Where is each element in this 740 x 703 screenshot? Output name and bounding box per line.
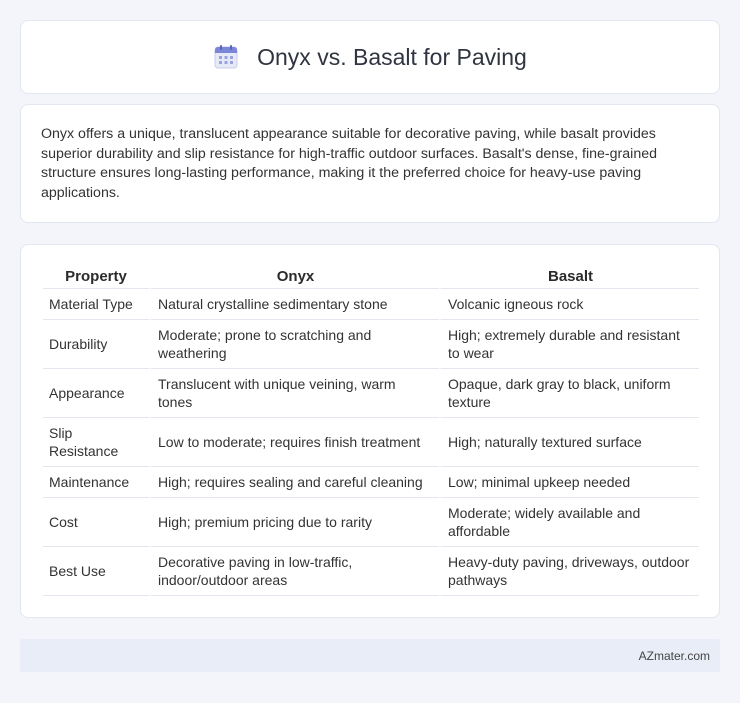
header-basalt: Basalt xyxy=(439,267,699,289)
property-cell: Durability xyxy=(43,320,149,369)
table-row xyxy=(43,289,699,320)
table-row xyxy=(43,369,699,418)
basalt-cell: Low; minimal upkeep needed xyxy=(439,467,699,498)
table-row xyxy=(43,547,699,596)
comparison-table-card xyxy=(20,244,720,618)
onyx-cell: High; premium pricing due to rarity xyxy=(149,498,439,547)
title-wrap xyxy=(213,44,527,71)
title-card xyxy=(20,20,720,94)
comparison-table xyxy=(43,267,699,596)
table-row xyxy=(43,498,699,547)
basalt-cell: Heavy-duty paving, driveways, outdoor pathways xyxy=(439,547,699,596)
onyx-cell: High; requires sealing and careful cleaning xyxy=(149,467,439,498)
summary-card xyxy=(20,104,720,223)
property-cell: Material Type xyxy=(43,289,149,320)
basalt-cell: High; naturally textured surface xyxy=(439,418,699,467)
onyx-cell: Natural crystalline sedimentary stone xyxy=(149,289,439,320)
table-row xyxy=(43,467,699,498)
basalt-cell: Volcanic igneous rock xyxy=(439,289,699,320)
basalt-cell: Moderate; widely available and affordable xyxy=(439,498,699,547)
onyx-cell: Low to moderate; requires finish treatment xyxy=(149,418,439,467)
basalt-cell: Opaque, dark gray to black, uniform texture xyxy=(439,369,699,418)
page-title: Onyx vs. Basalt for Paving xyxy=(257,43,527,70)
property-cell: Slip Resistance xyxy=(43,418,149,467)
property-cell: Appearance xyxy=(43,369,149,418)
table-row xyxy=(43,320,699,369)
onyx-cell: Moderate; prone to scratching and weathering xyxy=(149,320,439,369)
basalt-cell: High; extremely durable and resistant to wear xyxy=(439,320,699,369)
property-cell: Maintenance xyxy=(43,467,149,498)
header-onyx: Onyx xyxy=(149,267,439,289)
property-cell: Best Use xyxy=(43,547,149,596)
header-property: Property xyxy=(43,267,149,289)
calendar-icon xyxy=(213,44,239,70)
onyx-cell: Translucent with unique veining, warm tones xyxy=(149,369,439,418)
table-row xyxy=(43,418,699,467)
onyx-cell: Decorative paving in low-traffic, indoor/outdoor areas xyxy=(149,547,439,596)
table-header-row xyxy=(43,267,699,289)
property-cell: Cost xyxy=(43,498,149,547)
summary-text: Onyx offers a unique, translucent appearance suitable for decorative paving, while basalt provides superior durability and slip resistance for high-traffic outdoor surfaces. Basalt's dense, fine-grained structure ensures long-lasting performance, making it the preferred choice for heavy-use paving applications. xyxy=(41,126,657,201)
footer xyxy=(20,639,720,672)
footer-brand[interactable]: AZmater.com xyxy=(638,648,710,663)
